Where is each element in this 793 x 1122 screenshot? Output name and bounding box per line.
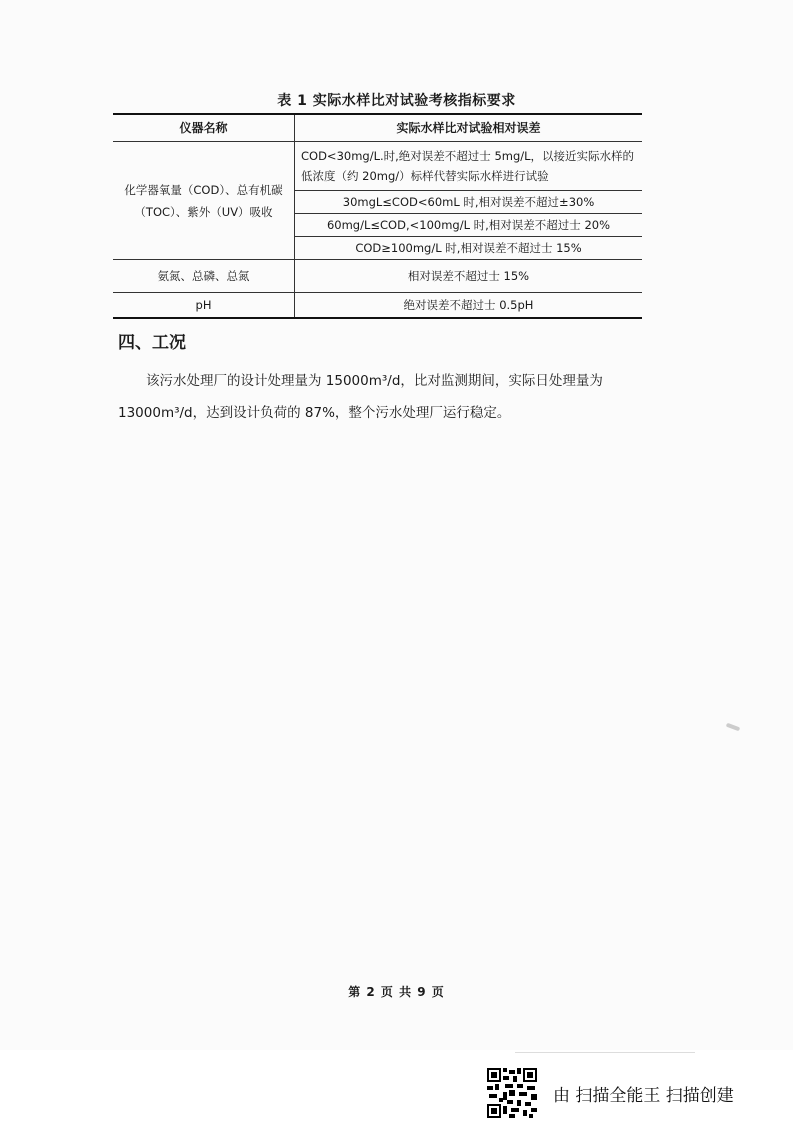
scan-speck: [726, 723, 741, 732]
section-paragraph: 该污水处理厂的设计处理量为 15000m³/d，比对监测期间，实际日处理量为 13000m³/d，达到设计负荷的 87%，整个污水处理厂运行稳定。: [118, 373, 603, 421]
instrument-cell: 化学器氧量（COD）、总有机碳（TOC）、紫外（UV）吸收: [113, 142, 295, 260]
table-row: [113, 260, 642, 293]
page-number: 第 2 页 共 9 页: [348, 985, 445, 999]
table-header-row: [113, 114, 642, 142]
criteria-cell: 30mgL≤COD<60mL 时,相对误差不超过±30%: [295, 191, 643, 214]
instrument-cell: pH: [113, 293, 295, 319]
table-row: [113, 293, 642, 319]
table-caption: 表 1 实际水样比对试验考核指标要求: [277, 93, 516, 109]
criteria-cell: 相对误差不超过士 15%: [295, 260, 643, 293]
criteria-cell: COD<30mg/L.时,绝对误差不超过士 5mg/L，以接近实际水样的低浓度（约 20mg/）标样代替实际水样进行试验: [295, 142, 643, 191]
header-instrument: 仪器名称: [113, 114, 295, 142]
scan-edge: [515, 1052, 695, 1053]
table-row: [113, 142, 642, 191]
instrument-cell: 氨氮、总磷、总氮: [113, 260, 295, 293]
watermark-text: 由 扫描全能王 扫描创建: [553, 1085, 734, 1106]
scanner-watermark: [487, 1068, 734, 1118]
criteria-cell: 60mg/L≤COD,<100mg/L 时,相对误差不超过士 20%: [295, 214, 643, 237]
header-error: 实际水样比对试验相对误差: [295, 114, 643, 142]
section-heading: 四、工况: [118, 333, 186, 353]
spec-table: [113, 113, 642, 319]
criteria-cell: 绝对误差不超过士 0.5pH: [295, 293, 643, 319]
qr-code-icon: [487, 1068, 537, 1118]
criteria-cell: COD≥100mg/L 时,相对误差不超过士 15%: [295, 237, 643, 260]
